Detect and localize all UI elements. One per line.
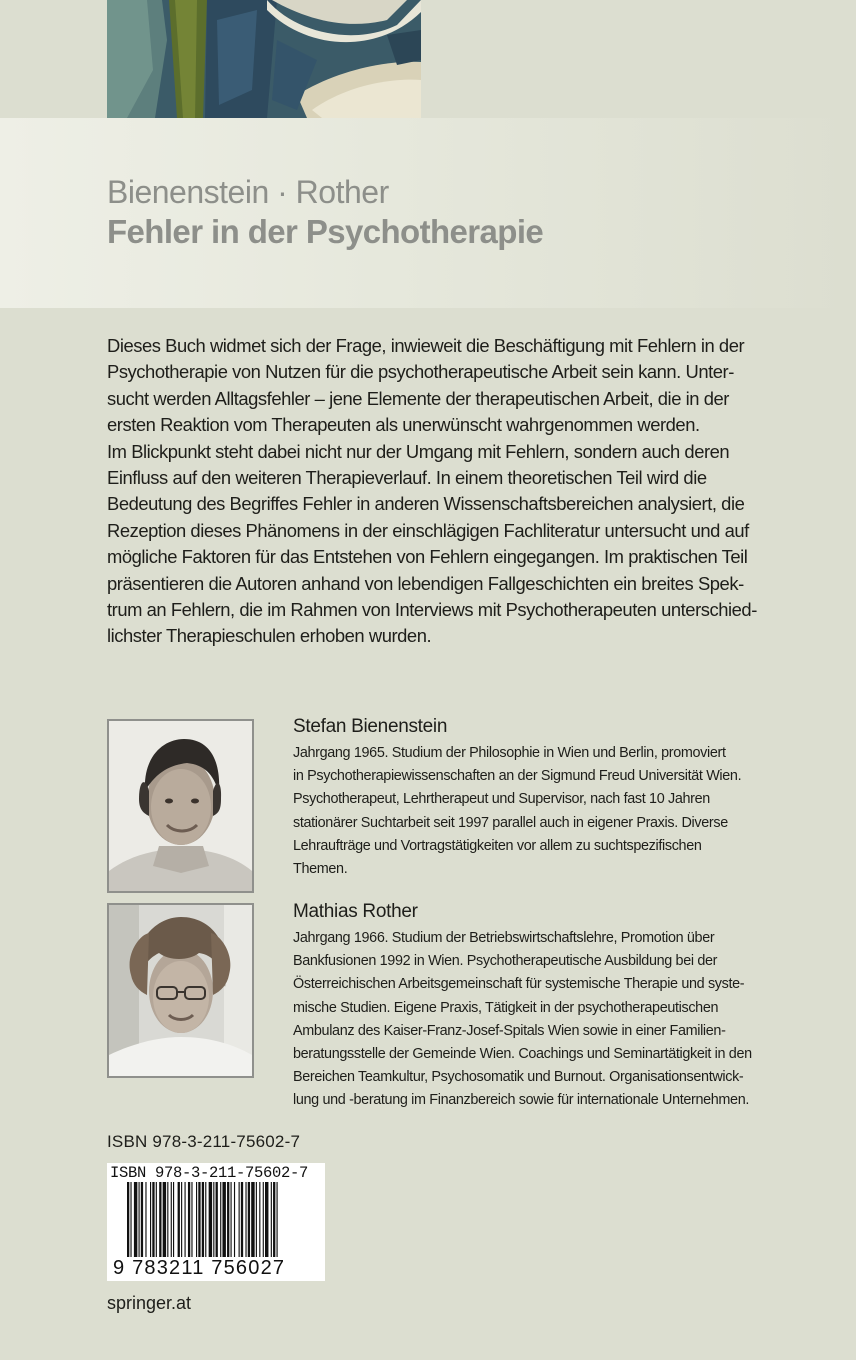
- description-line: Psychotherapie von Nutzen für die psychotherapeutische Arbeit sein kann. Unter-: [107, 361, 734, 383]
- barcode-bar: [259, 1182, 260, 1262]
- description-line: mögliche Faktoren für das Entstehen von Fehlern eingegangen. Im praktischen Teil: [107, 546, 748, 568]
- author-bio: [293, 927, 763, 1113]
- barcode-bar: [241, 1182, 243, 1262]
- barcode-bar: [156, 1182, 157, 1262]
- barcode-bar: [216, 1182, 218, 1262]
- barcode-bar: [167, 1182, 168, 1262]
- barcode-bar: [163, 1182, 166, 1262]
- bio-line: stationärer Suchtarbeit seit 1997 parallel auch in eigener Praxis. Diverse: [293, 814, 728, 831]
- portrait-art: [109, 905, 252, 1076]
- barcode-bar: [139, 1182, 140, 1262]
- barcode-bar: [150, 1182, 151, 1262]
- bio-line: mische Studien. Eigene Praxis, Tätigkeit in der psychotherapeutischen: [293, 999, 719, 1016]
- bio-line: Themen.: [293, 861, 348, 878]
- barcode-bar: [245, 1182, 246, 1262]
- barcode-bar: [198, 1182, 200, 1262]
- bio-line: Bankfusionen 1992 in Wien. Psychotherapeutische Ausbildung bei der: [293, 953, 718, 970]
- book-description: [107, 333, 757, 650]
- bio-line: Jahrgang 1965. Studium der Philosophie in Wien und Berlin, promoviert: [293, 745, 726, 761]
- barcode-bar: [205, 1182, 206, 1262]
- bio-line: Österreichischen Arbeitsgemeinschaft für systemische Therapie und syste-: [293, 976, 745, 993]
- author-bio: [293, 742, 763, 881]
- barcode-bar: [227, 1182, 229, 1262]
- description-line: präsentieren die Autoren anhand von lebendigen Fallgeschichten ein breites Spek-: [107, 572, 744, 594]
- barcode-bar: [209, 1182, 212, 1262]
- isbn-label: ISBN 978-3-211-75602-7: [107, 1132, 301, 1151]
- cover-authors: Bienenstein · Rother: [107, 174, 389, 210]
- description-line: Dieses Buch widmet sich der Frage, inwieweit die Beschäftigung mit Fehlern in der: [107, 335, 745, 356]
- barcode-bar: [152, 1182, 154, 1262]
- barcode-bar: [159, 1182, 161, 1262]
- bio-line: in Psychotherapiewissenschaften an der Sigmund Freud Universität Wien.: [293, 768, 742, 785]
- author-photo-bienenstein: [107, 719, 254, 893]
- barcode-bar: [248, 1182, 250, 1262]
- barcode: [107, 1163, 325, 1281]
- barcode-bar: [181, 1182, 182, 1262]
- barcode-bar: [173, 1182, 174, 1262]
- bio-line: lung und -beratung im Finanzbereich sowie für internationale Unternehmen.: [293, 1092, 750, 1109]
- bio-line: Lehraufträge und Vortragstätigkeiten vor allem zu suchtspezifischen: [293, 837, 702, 854]
- description-line: sucht werden Alltagsfehler – jene Elemente der therapeutischen Arbeit, die in der: [107, 387, 729, 409]
- barcode-digits: 9 783211 756027: [113, 1257, 286, 1279]
- barcode-bar: [141, 1182, 143, 1262]
- bio-line: Bereichen Teamkultur, Psychosomatik und Burnout. Organisationsentwick-: [293, 1069, 744, 1086]
- description-line: Im Blickpunkt steht dabei nicht nur der Umgang mit Fehlern, sondern auch deren: [107, 440, 730, 462]
- barcode-bar: [185, 1182, 186, 1262]
- barcode-bar: [273, 1182, 275, 1262]
- description-line: Rezeption dieses Phänomens in der einschlägigen Fachliteratur untersucht und auf: [107, 519, 749, 541]
- description-line: Einfluss auf den weiteren Therapieverlauf. In einem theoretischen Teil wird die: [107, 467, 707, 489]
- barcode-bar: [231, 1182, 232, 1262]
- barcode-bar: [265, 1182, 268, 1262]
- barcode-bar: [202, 1182, 204, 1262]
- cover-painting: [107, 0, 421, 118]
- barcode-bar: [256, 1182, 257, 1262]
- barcode-bar: [134, 1182, 137, 1262]
- barcode-bar: [196, 1182, 197, 1262]
- portrait-art: [109, 721, 252, 891]
- bio-line: beratungsstelle der Gemeinde Wien. Coachings und Seminartätigkeit in den: [293, 1046, 752, 1063]
- barcode-isbn-text: ISBN 978-3-211-75602-7: [110, 1164, 309, 1182]
- description-line: lichster Therapieschulen erhoben wurden.: [107, 625, 432, 647]
- barcode-bar: [263, 1182, 264, 1262]
- barcode-bar: [127, 1182, 129, 1262]
- bio-line: Ambulanz des Kaiser-Franz-Josef-Spitals Wien sowie in einer Familien-: [293, 1022, 726, 1039]
- painting-art: [107, 0, 421, 118]
- barcode-bar: [191, 1182, 192, 1262]
- barcode-bar: [222, 1182, 225, 1262]
- publisher-website: springer.at: [107, 1293, 192, 1313]
- barcode-bar: [251, 1182, 254, 1262]
- book-title: Fehler in der Psychotherapie: [107, 213, 544, 250]
- description-line: Bedeutung des Begriffes Fehler in anderen Wissenschaftsbereichen analysiert, die: [107, 493, 745, 515]
- barcode-bar: [213, 1182, 214, 1262]
- barcode-bar: [145, 1182, 146, 1262]
- barcode-bar: [171, 1182, 172, 1262]
- author-name: Stefan Bienenstein: [293, 716, 448, 737]
- barcode-bar: [188, 1182, 190, 1262]
- barcode-bar: [277, 1182, 278, 1262]
- description-line: ersten Reaktion vom Therapeuten als unerwünscht wahrgenommen werden.: [107, 414, 700, 436]
- barcode-bar: [130, 1182, 131, 1262]
- barcode-bar: [239, 1182, 240, 1262]
- barcode-bar: [220, 1182, 221, 1262]
- description-line: trum an Fehlern, die im Rahmen von Interviews mit Psychotherapeuten unterschied-: [107, 599, 757, 621]
- barcode-bar: [234, 1182, 235, 1262]
- author-photo-rother: [107, 903, 254, 1078]
- barcode-bar: [271, 1182, 272, 1262]
- bio-line: Psychotherapeut, Lehrtherapeut und Supervisor, nach fast 10 Jahren: [293, 791, 710, 808]
- bio-line: Jahrgang 1966. Studium der Betriebswirtschaftslehre, Promotion über: [293, 930, 715, 946]
- author-name: Mathias Rother: [293, 901, 418, 922]
- barcode-bar: [178, 1182, 180, 1262]
